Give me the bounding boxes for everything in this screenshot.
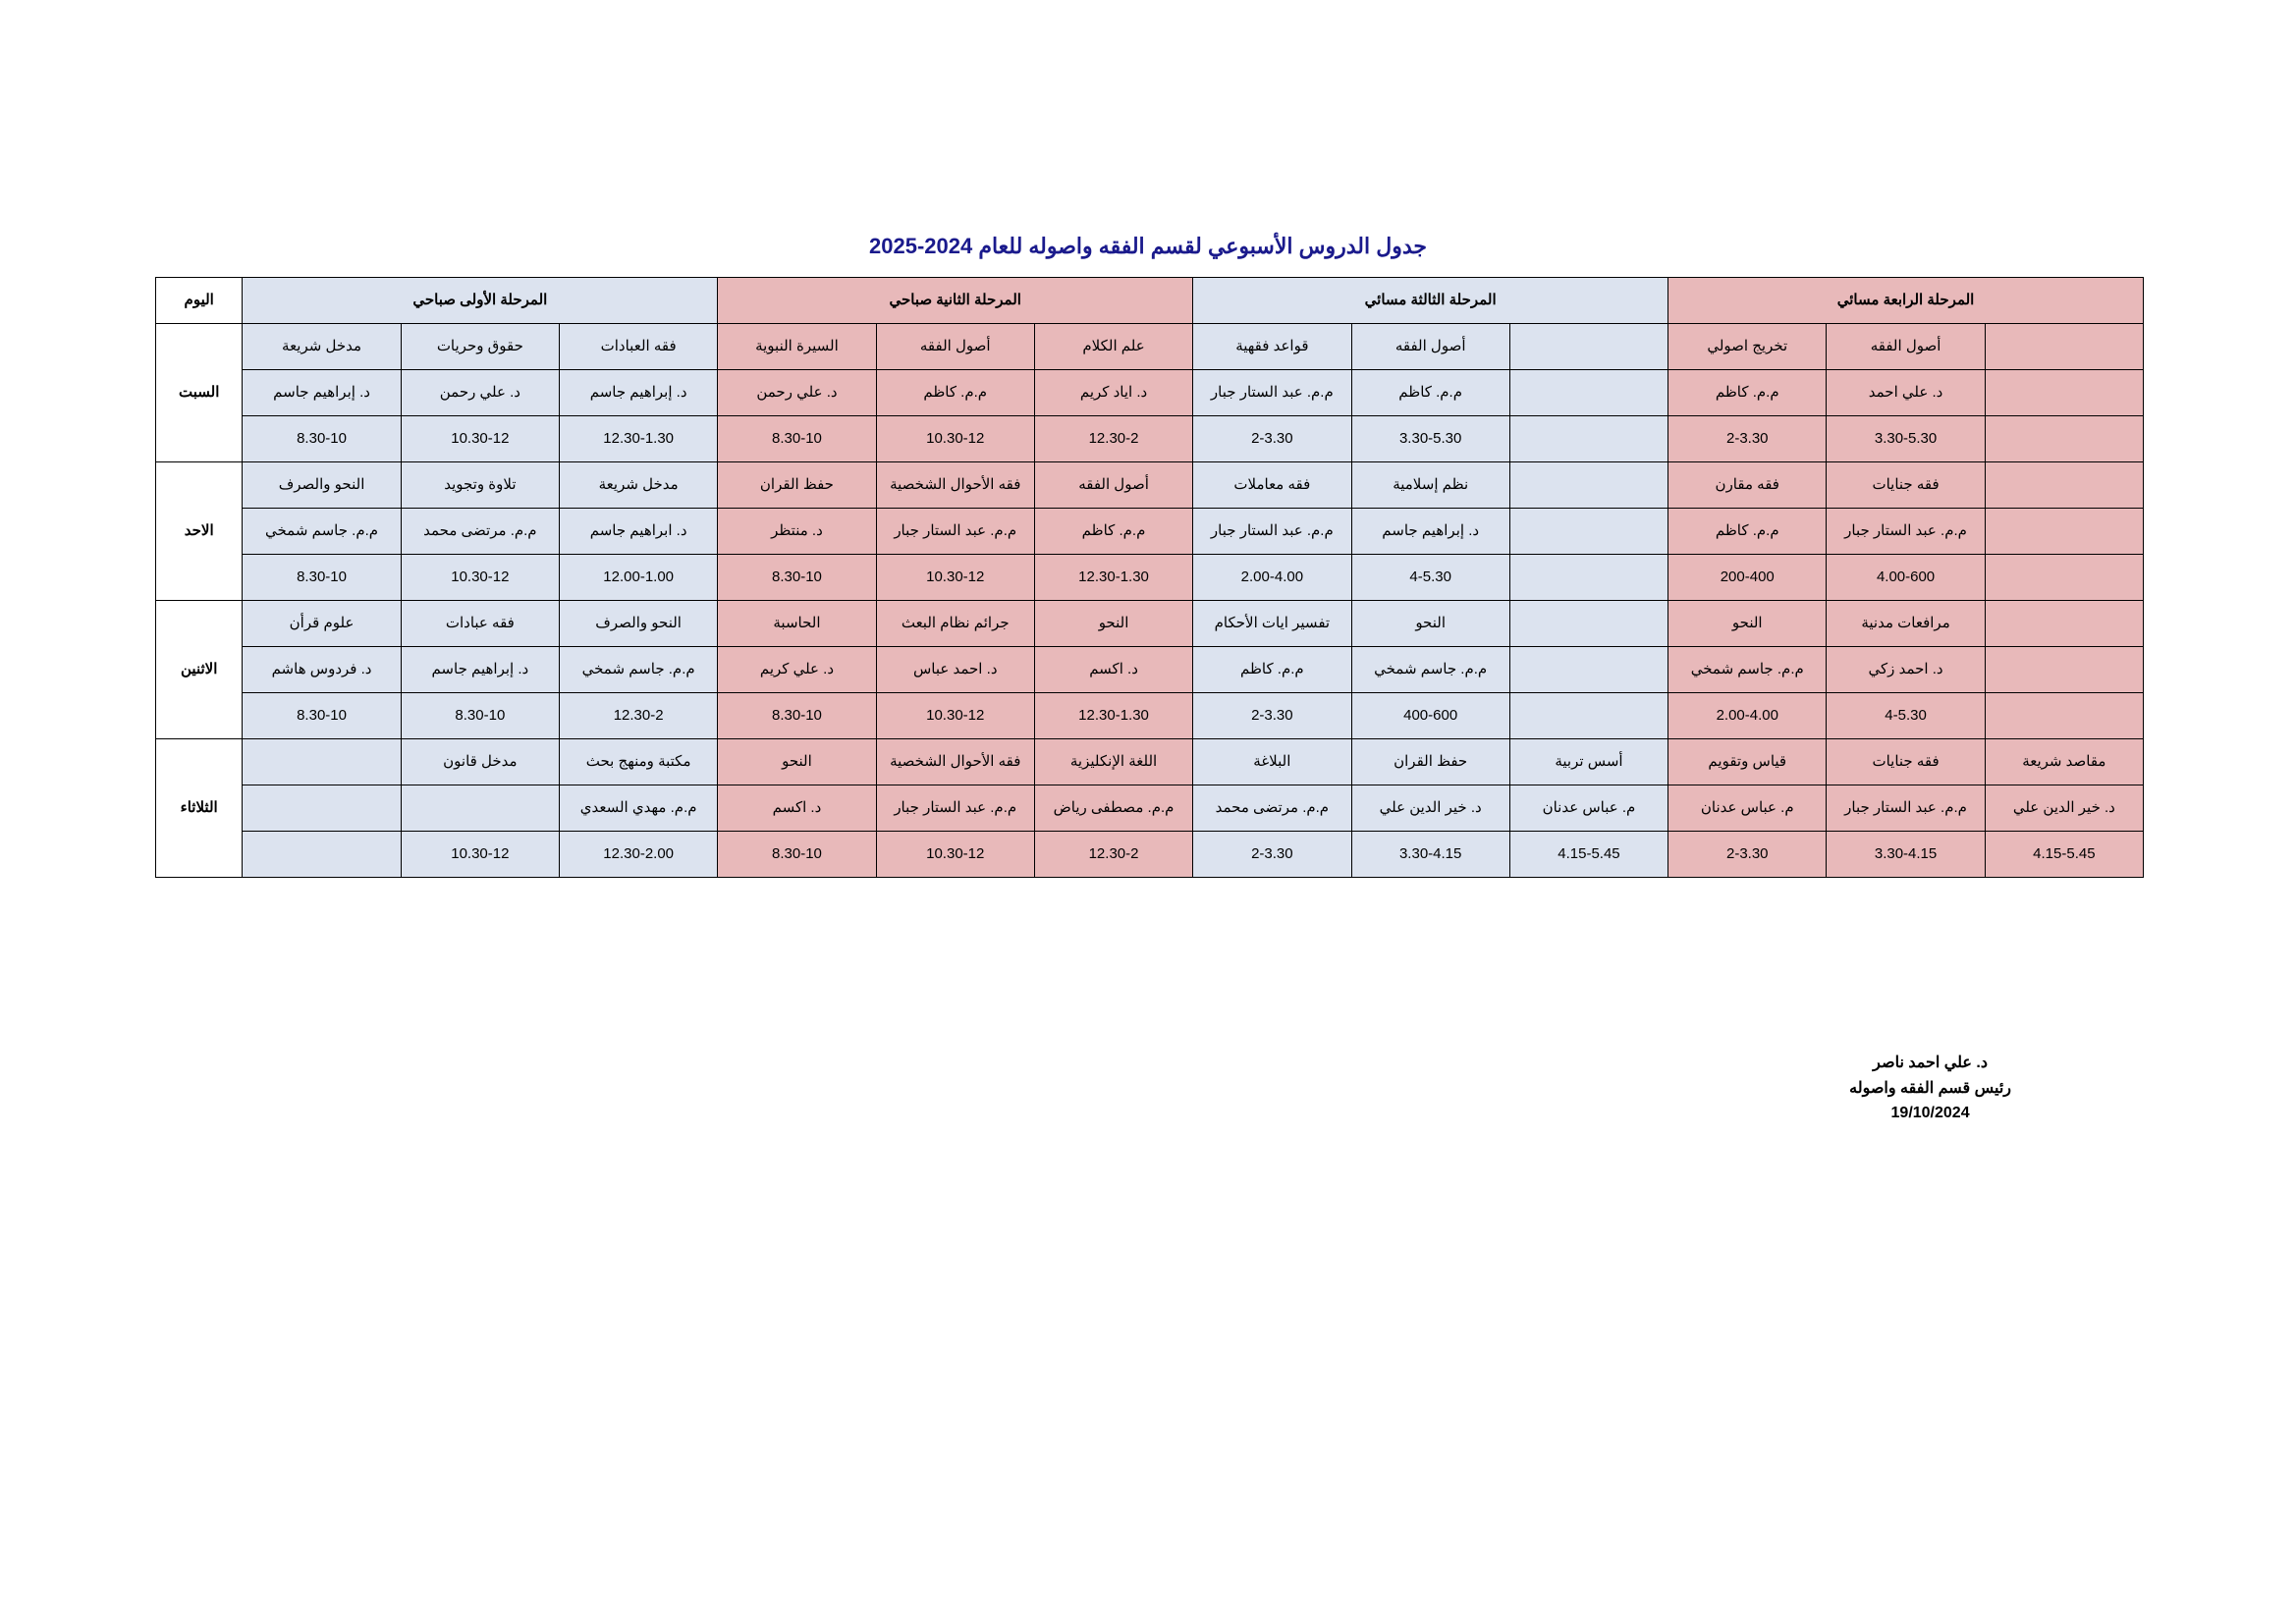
teacher-cell: م.م. عبد الستار جبار: [876, 509, 1034, 555]
day-column-header: اليوم: [156, 278, 243, 324]
day-label: الثلاثاء: [156, 739, 243, 878]
time-cell: 8.30-10: [243, 693, 401, 739]
subject-cell: فقه مقارن: [1668, 462, 1827, 509]
time-cell: 2-3.30: [1668, 416, 1827, 462]
subject-cell: أصول الفقه: [876, 324, 1034, 370]
teacher-cell: م.م. مهدي السعدي: [560, 785, 718, 832]
time-cell: 12.30-1.30: [560, 416, 718, 462]
day-label: السبت: [156, 324, 243, 462]
subject-cell: [1509, 462, 1667, 509]
time-cell: 10.30-12: [876, 555, 1034, 601]
subject-cell: البلاغة: [1193, 739, 1351, 785]
time-cell: 2.00-4.00: [1193, 555, 1351, 601]
time-cell: 4-5.30: [1827, 693, 1985, 739]
time-cell: 400-600: [1351, 693, 1509, 739]
table-row: [156, 647, 2144, 693]
teacher-cell: م.م. كاظم: [1034, 509, 1192, 555]
time-cell: 2-3.30: [1193, 416, 1351, 462]
time-cell: 2.00-4.00: [1668, 693, 1827, 739]
stage-header-4: المرحلة الرابعة مسائي: [1668, 278, 2144, 324]
time-cell: 3.30-4.15: [1827, 832, 1985, 878]
table-row: [156, 693, 2144, 739]
page-title: جدول الدروس الأسبوعي لقسم الفقه واصوله للعام 2024-2025: [869, 234, 1427, 258]
teacher-cell: م.م. مصطفى رياض: [1034, 785, 1192, 832]
subject-cell: حفظ القران: [1351, 739, 1509, 785]
subject-cell: قواعد فقهية: [1193, 324, 1351, 370]
subject-cell: فقه جنايات: [1827, 739, 1985, 785]
teacher-cell: م. عباس عدنان: [1509, 785, 1667, 832]
time-cell: 10.30-12: [401, 555, 559, 601]
table-header-row: [156, 278, 2144, 324]
teacher-cell: م. عباس عدنان: [1668, 785, 1827, 832]
subject-cell: النحو: [1034, 601, 1192, 647]
time-cell: 8.30-10: [243, 416, 401, 462]
time-cell: 4-5.30: [1351, 555, 1509, 601]
time-cell: [1509, 693, 1667, 739]
subject-cell: أسس تربية: [1509, 739, 1667, 785]
teacher-cell: د. إبراهيم جاسم: [1351, 509, 1509, 555]
subject-cell: أصول الفقه: [1351, 324, 1509, 370]
time-cell: 8.30-10: [718, 416, 876, 462]
subject-cell: [1509, 324, 1667, 370]
subject-cell: علوم قرأن: [243, 601, 401, 647]
time-cell: 4.00-600: [1827, 555, 1985, 601]
teacher-cell: م.م. كاظم: [1668, 370, 1827, 416]
teacher-cell: د. احمد عباس: [876, 647, 1034, 693]
teacher-cell: م.م. عبد الستار جبار: [876, 785, 1034, 832]
subject-cell: [243, 739, 401, 785]
table-row: [156, 601, 2144, 647]
subject-cell: النحو والصرف: [560, 601, 718, 647]
teacher-cell: د. فردوس هاشم: [243, 647, 401, 693]
time-cell: 4.15-5.45: [1985, 832, 2143, 878]
subject-cell: تلاوة وتجويد: [401, 462, 559, 509]
teacher-cell: د. ابراهيم جاسم: [560, 509, 718, 555]
subject-cell: أصول الفقه: [1034, 462, 1192, 509]
teacher-cell: [243, 785, 401, 832]
teacher-cell: م.م. كاظم: [876, 370, 1034, 416]
teacher-cell: [1509, 370, 1667, 416]
teacher-cell: [1985, 647, 2143, 693]
teacher-cell: م.م. جاسم شمخي: [243, 509, 401, 555]
teacher-cell: د. علي رحمن: [718, 370, 876, 416]
teacher-cell: [401, 785, 559, 832]
table-row: [156, 555, 2144, 601]
subject-cell: علم الكلام: [1034, 324, 1192, 370]
subject-cell: [1509, 601, 1667, 647]
subject-cell: فقه الأحوال الشخصية: [876, 462, 1034, 509]
time-cell: 200-400: [1668, 555, 1827, 601]
time-cell: 8.30-10: [401, 693, 559, 739]
teacher-cell: م.م. جاسم شمخي: [1668, 647, 1827, 693]
time-cell: 3.30-5.30: [1351, 416, 1509, 462]
time-cell: 8.30-10: [718, 832, 876, 878]
teacher-cell: د. علي كريم: [718, 647, 876, 693]
teacher-cell: [1509, 509, 1667, 555]
time-cell: [1509, 416, 1667, 462]
teacher-cell: د. إبراهيم جاسم: [560, 370, 718, 416]
subject-cell: اللغة الإنكليزية: [1034, 739, 1192, 785]
subject-cell: فقه معاملات: [1193, 462, 1351, 509]
time-cell: 2-3.30: [1193, 832, 1351, 878]
time-cell: 10.30-12: [876, 416, 1034, 462]
time-cell: 12.30-1.30: [1034, 555, 1192, 601]
teacher-cell: د. منتظر: [718, 509, 876, 555]
stage-header-1: المرحلة الأولى صباحي: [243, 278, 718, 324]
time-cell: 8.30-10: [718, 555, 876, 601]
teacher-cell: م.م. عبد الستار جبار: [1827, 509, 1985, 555]
time-cell: 10.30-12: [876, 832, 1034, 878]
time-cell: 12.30-2: [1034, 832, 1192, 878]
subject-cell: [1985, 601, 2143, 647]
subject-cell: فقه الأحوال الشخصية: [876, 739, 1034, 785]
teacher-cell: د. إبراهيم جاسم: [243, 370, 401, 416]
subject-cell: جرائم نظام البعث: [876, 601, 1034, 647]
teacher-cell: د. إبراهيم جاسم: [401, 647, 559, 693]
subject-cell: مقاصد شريعة: [1985, 739, 2143, 785]
day-label: الاثنين: [156, 601, 243, 739]
teacher-cell: د. علي احمد: [1827, 370, 1985, 416]
teacher-cell: م.م. مرتضى محمد: [401, 509, 559, 555]
time-cell: 2-3.30: [1668, 832, 1827, 878]
subject-cell: تخريج اصولي: [1668, 324, 1827, 370]
teacher-cell: [1509, 647, 1667, 693]
time-cell: 12.30-2: [560, 693, 718, 739]
teacher-cell: د. خير الدين علي: [1985, 785, 2143, 832]
table-row: [156, 416, 2144, 462]
subject-cell: حقوق وحريات: [401, 324, 559, 370]
time-cell: 8.30-10: [718, 693, 876, 739]
subject-cell: نظم إسلامية: [1351, 462, 1509, 509]
time-cell: 12.30-2: [1034, 416, 1192, 462]
table-row: [156, 370, 2144, 416]
teacher-cell: م.م. جاسم شمخي: [560, 647, 718, 693]
time-cell: 8.30-10: [243, 555, 401, 601]
subject-cell: [1985, 462, 2143, 509]
table-row: [156, 462, 2144, 509]
table-row: [156, 832, 2144, 878]
subject-cell: فقه جنايات: [1827, 462, 1985, 509]
teacher-cell: د. اياد كريم: [1034, 370, 1192, 416]
day-label: الاحد: [156, 462, 243, 601]
teacher-cell: م.م. كاظم: [1668, 509, 1827, 555]
subject-cell: النحو: [718, 739, 876, 785]
time-cell: 10.30-12: [401, 832, 559, 878]
subject-cell: السيرة النبوية: [718, 324, 876, 370]
signature-block: [1849, 1051, 2011, 1126]
subject-cell: حفظ القران: [718, 462, 876, 509]
signature-date: 19/10/2024: [1890, 1105, 1970, 1122]
subject-cell: قياس وتقويم: [1668, 739, 1827, 785]
table-row: [156, 509, 2144, 555]
teacher-cell: م.م. مرتضى محمد: [1193, 785, 1351, 832]
teacher-cell: م.م. عبد الستار جبار: [1827, 785, 1985, 832]
teacher-cell: د. اكسم: [1034, 647, 1192, 693]
teacher-cell: م.م. عبد الستار جبار: [1193, 370, 1351, 416]
subject-cell: النحو: [1668, 601, 1827, 647]
table-row: [156, 739, 2144, 785]
signatory-role: رئيس قسم الفقه واصوله: [1849, 1079, 2011, 1097]
time-cell: [1985, 693, 2143, 739]
subject-cell: النحو: [1351, 601, 1509, 647]
subject-cell: مدخل قانون: [401, 739, 559, 785]
teacher-cell: د. خير الدين علي: [1351, 785, 1509, 832]
subject-cell: فقه العبادات: [560, 324, 718, 370]
teacher-cell: م.م. عبد الستار جبار: [1193, 509, 1351, 555]
time-cell: [1985, 416, 2143, 462]
teacher-cell: م.م. كاظم: [1193, 647, 1351, 693]
time-cell: 3.30-5.30: [1827, 416, 1985, 462]
subject-cell: مدخل شريعة: [560, 462, 718, 509]
stage-header-3: المرحلة الثالثة مسائي: [1193, 278, 1668, 324]
subject-cell: مرافعات مدنية: [1827, 601, 1985, 647]
time-cell: 10.30-12: [401, 416, 559, 462]
time-cell: 4.15-5.45: [1509, 832, 1667, 878]
subject-cell: أصول الفقه: [1827, 324, 1985, 370]
teacher-cell: د. احمد زكي: [1827, 647, 1985, 693]
time-cell: 12.00-1.00: [560, 555, 718, 601]
teacher-cell: م.م. كاظم: [1351, 370, 1509, 416]
subject-cell: مدخل شريعة: [243, 324, 401, 370]
subject-cell: النحو والصرف: [243, 462, 401, 509]
subject-cell: مكتبة ومنهج بحث: [560, 739, 718, 785]
time-cell: [1509, 555, 1667, 601]
time-cell: 12.30-1.30: [1034, 693, 1192, 739]
weekly-schedule-table: [155, 277, 2144, 878]
subject-cell: فقه عبادات: [401, 601, 559, 647]
stage-header-2: المرحلة الثانية صباحي: [718, 278, 1193, 324]
time-cell: 3.30-4.15: [1351, 832, 1509, 878]
table-row: [156, 324, 2144, 370]
teacher-cell: د. علي رحمن: [401, 370, 559, 416]
teacher-cell: م.م. جاسم شمخي: [1351, 647, 1509, 693]
subject-cell: تفسير ايات الأحكام: [1193, 601, 1351, 647]
time-cell: [243, 832, 401, 878]
subject-cell: الحاسبة: [718, 601, 876, 647]
time-cell: [1985, 555, 2143, 601]
teacher-cell: د. اكسم: [718, 785, 876, 832]
teacher-cell: [1985, 370, 2143, 416]
teacher-cell: [1985, 509, 2143, 555]
subject-cell: [1985, 324, 2143, 370]
time-cell: 2-3.30: [1193, 693, 1351, 739]
time-cell: 12.30-2.00: [560, 832, 718, 878]
signatory-name: د. علي احمد ناصر: [1873, 1055, 1988, 1071]
time-cell: 10.30-12: [876, 693, 1034, 739]
table-row: [156, 785, 2144, 832]
